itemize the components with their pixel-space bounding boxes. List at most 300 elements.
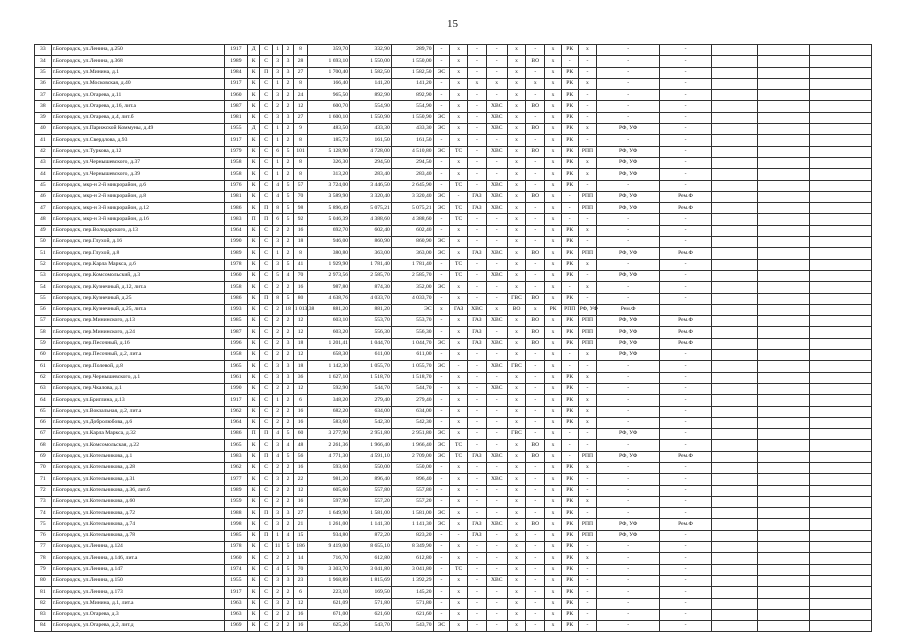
table-cell: - [486,225,507,236]
table-cell: 634,00 [350,406,392,417]
table-cell: х [507,157,526,168]
table-cell: П [260,67,273,78]
table-cell: П [260,203,273,214]
table-cell: - [578,180,597,191]
table-cell: г.Богородск, ул.Ленина, д.146, лит.а [51,553,224,564]
table-cell: - [526,575,545,586]
table-cell: - [467,180,486,191]
table-cell [758,542,810,553]
table-cell: С [260,383,273,394]
table-cell: 2 [272,406,282,417]
table-cell: - [659,462,711,473]
table-cell: ЭС [433,146,450,157]
table-cell: 27 [293,67,308,78]
table-cell: 186 [293,542,308,553]
table-cell: 1 201,41 [308,338,350,349]
table-cell: РК [561,293,578,304]
table-cell: РПП [578,327,597,338]
table-cell: х [545,316,562,327]
table-row [35,383,872,394]
table-cell: - [450,530,468,541]
table-cell [810,609,872,620]
table-cell: 24 [293,90,308,101]
table-cell: х [450,519,468,530]
table-cell [758,67,810,78]
table-cell: РК [561,542,578,553]
table-cell: РК [561,259,578,270]
table-cell: 544,70 [391,383,433,394]
table-cell: 1 044,70 [350,338,392,349]
table-cell: ЭС [433,440,450,451]
table-cell: 37 [35,90,52,101]
table-cell: - [486,508,507,519]
table-cell: 294,50 [350,157,392,168]
table-cell [758,270,810,281]
housing-table [34,44,872,632]
table-cell: х [507,621,526,632]
table-cell [810,67,872,78]
table-cell: 433,30 [391,124,433,135]
table-cell: х [545,530,562,541]
table-cell: х [545,180,562,191]
table-cell: 2 [283,519,293,530]
table-cell: 3 303,70 [308,564,350,575]
table-cell [810,180,872,191]
table-cell: х [545,519,562,530]
table-cell: - [659,361,711,372]
table-cell: - [597,553,660,564]
table-cell: 45 [35,180,52,191]
table-cell: 550,00 [391,462,433,473]
table-cell: РФ, УФ [597,350,660,361]
table-cell: ЭС [433,248,450,259]
table-cell: 39 [35,112,52,123]
table-cell: - [467,90,486,101]
table-cell: 1 781,40 [391,259,433,270]
table-cell: х [507,169,526,180]
table-row [35,429,872,440]
table-cell: 2 [272,553,282,564]
table-cell: - [578,214,597,225]
table-cell [758,564,810,575]
table-cell: г.Богородск, ул.Ленина, д.173 [51,587,224,598]
table-cell: ВО [526,146,545,157]
table-cell: - [526,45,545,56]
table-cell: 28 [293,56,308,67]
table-cell: - [526,417,545,428]
table-cell: - [578,293,597,304]
table-cell: - [597,135,660,146]
table-cell: х [507,383,526,394]
table-cell: х [545,587,562,598]
table-cell: х [450,462,468,473]
table-cell: Д [247,124,260,135]
table-cell: К [247,259,260,270]
table-cell: - [526,112,545,123]
table-cell [810,508,872,519]
table-cell [712,112,758,123]
table-cell [758,372,810,383]
table-cell: РПП [578,316,597,327]
table-cell: 3 [272,56,282,67]
table-cell: г.Богородск, ул.Огарева, д.4, лит.б [51,112,224,123]
table-cell: РФ, УФ [597,124,660,135]
table-cell: ХВС [467,304,486,315]
table-cell: г.Богородск, ул.Комсомольская, д.22 [51,440,224,451]
table-cell: х [578,406,597,417]
table-cell [712,270,758,281]
table-cell: - [578,101,597,112]
table-cell: - [597,598,660,609]
table-cell: 597,90 [308,496,350,507]
table-cell: РК [561,372,578,383]
table-cell: 1979 [224,146,247,157]
table-cell: - [659,621,711,632]
table-cell [712,304,758,315]
table-row [35,259,872,270]
table-cell: х [507,316,526,327]
table-cell: 3 [272,575,282,586]
table-cell: К [247,304,260,315]
table-cell: х [507,259,526,270]
table-cell: 60 [293,429,308,440]
table-cell: - [486,237,507,248]
table-cell: - [526,237,545,248]
table-cell: 881,20 [350,304,392,315]
table-cell: П [260,293,273,304]
table-cell: - [597,621,660,632]
table-cell: - [578,90,597,101]
table-cell: 55 [35,293,52,304]
table-cell: 1985 [224,316,247,327]
table-cell: - [433,259,450,270]
table-cell: К [247,519,260,530]
table-cell [810,406,872,417]
table-cell: ЭС [433,124,450,135]
table-cell [758,350,810,361]
table-cell: 1960 [224,270,247,281]
table-cell: х [507,338,526,349]
table-row [35,609,872,620]
table-cell: 12 [293,101,308,112]
table-cell: - [597,417,660,428]
table-cell: ВО [526,191,545,202]
table-cell: х [545,203,562,214]
table-cell [810,530,872,541]
table-cell: РФ, УФ [597,316,660,327]
table-cell: г.Богородск, ул.Котельникова, д.1 [51,451,224,462]
table-cell [712,157,758,168]
table-cell: 3 041,80 [350,564,392,575]
table-cell: - [467,440,486,451]
table-cell: К [247,293,260,304]
table-cell: 16 [293,462,308,473]
table-cell: х [545,124,562,135]
table-cell: 166,40 [308,78,350,89]
table-cell: РК [561,45,578,56]
table-cell: К [247,78,260,89]
table-cell: РФ, УФ [597,530,660,541]
table-cell: 12 [293,327,308,338]
table-cell: х [450,157,468,168]
table-cell [810,90,872,101]
table-cell: 8 655,10 [350,542,392,553]
table-cell: 6 [272,214,282,225]
table-cell: 2 [283,45,293,56]
table-cell: х [507,451,526,462]
table-cell: х [545,293,562,304]
table-cell: 1990 [224,383,247,394]
table-cell [758,304,810,315]
table-cell: х [507,519,526,530]
table-cell: - [433,406,450,417]
table-cell: 874,30 [350,282,392,293]
table-cell: 2 [272,609,282,620]
table-cell: К [247,406,260,417]
table-cell: 5 [283,564,293,575]
table-cell: х [545,214,562,225]
table-cell: 1989 [224,56,247,67]
table-cell: 1960 [224,90,247,101]
table-cell [810,146,872,157]
table-cell: г.Богородск, ул.Огарева, д.2, лит.д [51,621,224,632]
table-row [35,564,872,575]
table-cell: - [433,157,450,168]
table-cell: г.Богородск, ул.Ленина, д.150 [51,575,224,586]
table-cell [712,124,758,135]
table-cell: 2 261,36 [308,440,350,451]
table-row [35,90,872,101]
table-cell: 8 [272,293,282,304]
table-cell: РК [561,395,578,406]
table-cell: 2 [283,621,293,632]
table-cell: - [486,350,507,361]
table-cell: - [467,621,486,632]
table-cell: - [467,553,486,564]
table-cell: 313,20 [308,169,350,180]
table-cell: РФ, УФ [597,191,660,202]
table-cell: П [260,214,273,225]
table-row [35,361,872,372]
table-cell: РК [561,575,578,586]
table-cell: х [507,575,526,586]
table-cell [758,327,810,338]
table-cell: г.Богородск, мкр-н 3-й микрорайон, д.16 [51,214,224,225]
table-cell: г.Богородск, ул.Огарева, д.11 [51,90,224,101]
table-cell: 16 [293,621,308,632]
table-cell: 8 [293,78,308,89]
table-cell: - [433,575,450,586]
table-cell: 1989 [224,248,247,259]
table-cell: 2 [283,553,293,564]
table-cell: х [450,553,468,564]
table-cell: РК [561,338,578,349]
table-cell: П [260,530,273,541]
table-cell: - [467,429,486,440]
table-cell: 60 [35,350,52,361]
table-cell: ВО [526,338,545,349]
table-row [35,101,872,112]
table-cell: 1958 [224,169,247,180]
table-cell [712,327,758,338]
table-cell: 82 [35,598,52,609]
table-cell [712,225,758,236]
table-cell: - [467,282,486,293]
table-cell: х [545,338,562,349]
table-cell: РК [561,474,578,485]
table-cell: х [545,350,562,361]
table-cell: 3 446,50 [350,180,392,191]
table-cell: 1 649,90 [308,508,350,519]
table-cell: - [597,90,660,101]
table-cell: 1917 [224,135,247,146]
table-cell: х [507,485,526,496]
table-cell: х [507,78,526,89]
table-cell: - [433,609,450,620]
table-cell [712,474,758,485]
table-cell: х [507,67,526,78]
table-cell [810,372,872,383]
table-cell: - [597,508,660,519]
table-cell: х [578,553,597,564]
table-cell: - [561,191,578,202]
table-cell: - [526,282,545,293]
table-cell: 1963 [224,598,247,609]
table-cell: 2 585,70 [391,270,433,281]
table-cell: - [597,440,660,451]
table-cell: 1988 [224,508,247,519]
table-cell: х [545,327,562,338]
table-cell: С [260,90,273,101]
table-cell: 602,40 [350,225,392,236]
table-row [35,293,872,304]
table-cell: 634,00 [391,406,433,417]
table-cell: - [526,169,545,180]
table-cell: х [507,90,526,101]
table-cell: х [450,45,468,56]
table-cell: 5 [283,180,293,191]
table-cell: х [450,282,468,293]
table-cell: 557,20 [391,496,433,507]
table-cell: 27 [293,508,308,519]
table-cell: 682,20 [308,406,350,417]
table-cell: 5 [283,259,293,270]
table-cell: 1987 [224,327,247,338]
table-cell: 223,10 [308,587,350,598]
table-cell: 33 [35,45,52,56]
table-cell: ВО [507,304,526,315]
table-cell: 56 [293,451,308,462]
table-cell [712,282,758,293]
table-cell: х [507,406,526,417]
table-cell: - [526,553,545,564]
table-cell: ЭС [433,519,450,530]
table-cell: - [578,587,597,598]
table-cell: - [433,587,450,598]
table-cell: 4 591,10 [350,451,392,462]
table-cell: - [561,203,578,214]
table-cell: ХВС [486,316,507,327]
table-cell [758,462,810,473]
table-cell: ВО [526,293,545,304]
table-cell: 363,00 [391,248,433,259]
table-cell: К [247,485,260,496]
table-cell: 4 388,60 [350,214,392,225]
table-cell: г.Богородск, ул.Чернышевского, д.39 [51,169,224,180]
table-cell: РПП [578,191,597,202]
table-cell: К [247,135,260,146]
table-cell: К [247,101,260,112]
table-cell: х [507,225,526,236]
table-cell: 4 033,70 [391,293,433,304]
table-cell [712,45,758,56]
table-row [35,350,872,361]
table-cell: РК [561,90,578,101]
table-cell: 583,60 [308,417,350,428]
table-cell: 2 [283,90,293,101]
table-cell: г.Богородск, ул.Котельникова, д.28 [51,462,224,473]
table-row [35,327,872,338]
table-cell: ХВС [486,575,507,586]
table-cell: 64 [35,395,52,406]
table-cell [810,293,872,304]
table-cell [758,214,810,225]
table-cell: 70 [293,191,308,202]
table-cell: - [433,90,450,101]
table-cell: 68 [35,440,52,451]
table-cell: - [659,293,711,304]
table-cell: - [578,270,597,281]
table-cell: 1986 [224,203,247,214]
table-cell: 2 [283,225,293,236]
table-row [35,214,872,225]
table-cell [810,327,872,338]
table-cell: х [450,383,468,394]
table-cell: - [433,350,450,361]
table-cell: г.Богородск, пер.Комсомольский, д.3 [51,270,224,281]
table-cell: С [260,474,273,485]
table-cell: х [507,112,526,123]
table-cell: - [486,621,507,632]
table-cell: - [597,564,660,575]
table-cell: ЭС [433,237,450,248]
table-cell: х [507,214,526,225]
table-cell: - [486,609,507,620]
table-cell: г.Богородск, пер.Чкалова, д.1 [51,383,224,394]
table-cell [712,191,758,202]
table-cell: РК [561,508,578,519]
table-cell: 1 627,10 [308,372,350,383]
table-cell: - [659,417,711,428]
table-cell: 4 [272,564,282,575]
table-cell: К [247,237,260,248]
table-cell: 1987 [224,101,247,112]
table-cell: РПП [578,451,597,462]
table-cell [810,350,872,361]
table-cell: 1 582,50 [391,67,433,78]
table-cell: РФ, УФ [597,157,660,168]
table-cell: 76 [35,530,52,541]
table-cell [712,316,758,327]
table-cell: 145,20 [391,587,433,598]
table-cell: 80 [35,575,52,586]
table-cell: 2 [272,417,282,428]
table-cell: 554,90 [350,101,392,112]
table-cell: ВО [526,519,545,530]
table-cell: - [467,383,486,394]
table-cell: 1 [272,78,282,89]
table-cell [810,203,872,214]
